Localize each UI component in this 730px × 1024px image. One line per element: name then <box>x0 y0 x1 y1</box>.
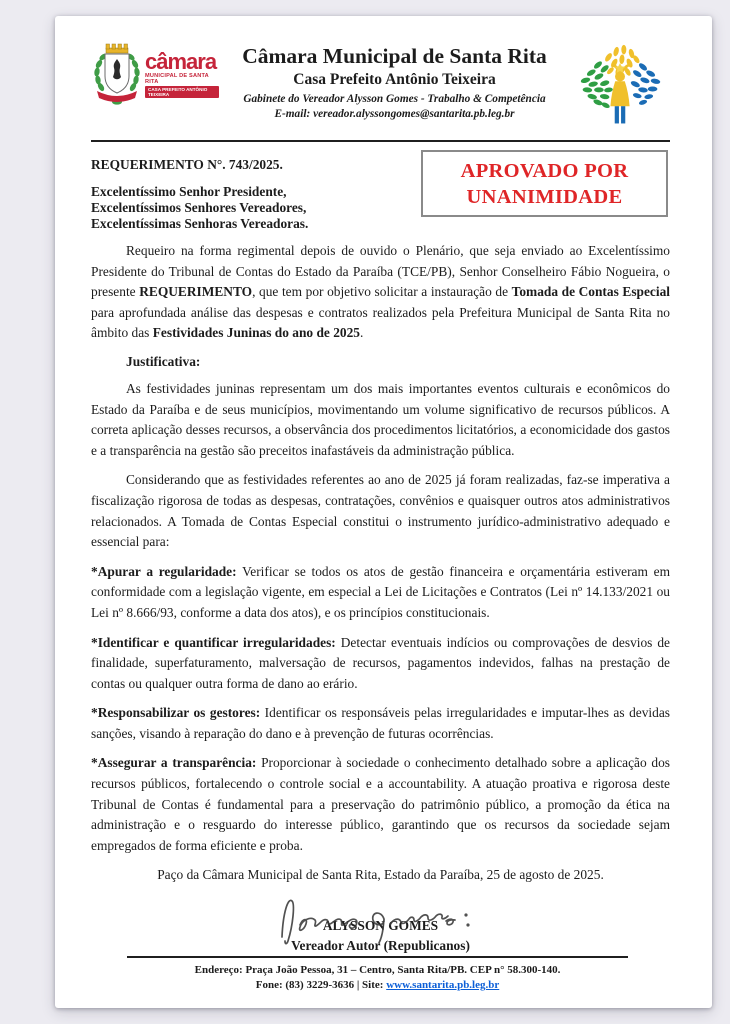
body-paragraph-assegurar: *Assegurar a transparência: Proporcionar à sociedade o conhecimento detalhado sobre a aplicação dos recursos públicos, fortalecendo o controle social e a accountability. A atuação proativa e rigorosa deste Tribunal de Contas é fundamental para a preservação do patrimônio público, a promoção da ética na administração e o resguardo do interesse público, garantindo que os recursos da sociedade sejam empregados de forma eficiente e proba. <box>91 755 671 853</box>
footer-phone: Fone: (83) 3229-3636 | Site: <box>255 979 387 991</box>
justification-heading: Justificativa: <box>126 353 201 369</box>
addressee-line: Excelentíssimas Senhoras Vereadoras. <box>91 216 309 231</box>
office-line: Gabinete do Vereador Alysson Gomes - Trabalho & Competência <box>243 93 546 105</box>
body-paragraph-considering: Considerando que as festividades referentes ao ano de 2025 já foram realizadas, faz-se imperativa a fiscalização rigorosa de todas as despesas, contratações, convênios e quaisquer outros atos administrativos relacionados. A Tomada de Contas Especial constitui o instrumento jurídico-administrativo adequado e essencial para: <box>91 472 670 550</box>
handwritten-signature-icon <box>266 885 496 947</box>
body-paragraph-apurar: *Apurar a regularidade: Verificar se todos os atos de gestão financeira e orçamentária estiveram em conformidade com a legislação vigente, em especial a Lei de Licitações e Contratos (Lei nº 14.133/2021 ou Lei nº 8.666/93, conforme a data dos atos), e os princípios constitucionais. <box>91 563 670 620</box>
body-paragraph-identificar: *Identificar e quantificar irregularidades: Detectar eventuais indícios ou comprovações de desvios de finalidade, superfaturamento, malversação de recursos, pagamentos indevidos, falhas na prestação de contas ou qualquer outra forma de dano ao erário. <box>91 634 670 691</box>
body-paragraph-request: Requeiro na forma regimental depois de ouvido o Plenário, que seja enviado ao Excelentíssimo Presidente do Tribunal de Contas do Estado da Paraíba (TCE/PB), Senhor Conselheiro Fábio Nogueira, o presente REQUERIMENTO, que tem por objetivo solicitar a instauração de Tomada de Contas Especial para aprofundada análise das despesas e contratos realizados pela Prefeitura Municipal de Santa Rita no âmbito das Festividades Juninas do ano de 2025. <box>91 243 671 341</box>
crest-subtitle: MUNICIPAL DE SANTA RITA <box>145 73 209 85</box>
tree-people-logo-icon <box>570 42 670 134</box>
crest-banner: CASA PREFEITO ANTÔNIO TEIXEIRA <box>145 86 219 98</box>
header-divider <box>91 140 670 142</box>
letterhead <box>91 16 670 134</box>
signatory-role: Vereador Autor (Republicanos) <box>291 938 470 954</box>
coat-of-arms-icon <box>91 42 143 113</box>
footer-site-link[interactable]: www.santarita.pb.leg.br <box>386 979 500 991</box>
addressee-line: Excelentíssimo Senhor Presidente, <box>91 184 287 199</box>
stamp-line1: APROVADO POR <box>460 159 629 182</box>
footer-address: Endereço: Praça João Pessoa, 31 – Centro, Santa Rita/PB. CEP n° 58.300-140. <box>194 964 561 976</box>
document-page <box>55 16 712 1008</box>
stamp-line2: UNANIMIDADE <box>466 185 623 208</box>
date-line: Paço da Câmara Municipal de Santa Rita, Estado da Paraíba, 25 de agosto de 2025. <box>157 867 604 883</box>
crest-wordmark: câmara <box>145 49 217 74</box>
org-title: Câmara Municipal de Santa Rita <box>242 44 547 68</box>
signature-block <box>91 885 670 954</box>
body-paragraph-responsabilizar: *Responsabilizar os gestores: Identificar os responsáveis pelas irregularidades e imputar-lhes as devidas sanções, visando à reparação do dano e à prevenção de futuras ocorrências. <box>91 705 670 741</box>
body-paragraph-context: As festividades juninas representam um dos mais importantes eventos culturais e econômicos do Estado da Paraíba e de seus municípios, movimentando um volume significativo de recursos públicos. A correta aplicação desses recursos, a observância dos procedimentos licitatórios, a economicidade dos gastos e a transparência na gestão são preceitos inafastáveis da administração pública. <box>91 380 670 458</box>
approval-stamp <box>421 150 668 217</box>
camara-crest-logo <box>91 42 219 113</box>
request-number: REQUERIMENTO N°. 743/2025. <box>91 157 283 172</box>
email-line: E-mail: vereador.alyssongomes@santarita.pb.leg.br <box>274 108 515 120</box>
addressee-line: Excelentíssimos Senhores Vereadores, <box>91 200 307 215</box>
org-subtitle: Casa Prefeito Antônio Teixeira <box>293 71 496 88</box>
document-footer <box>127 956 628 993</box>
signatory-name: ALYSSON GOMES <box>322 918 439 934</box>
